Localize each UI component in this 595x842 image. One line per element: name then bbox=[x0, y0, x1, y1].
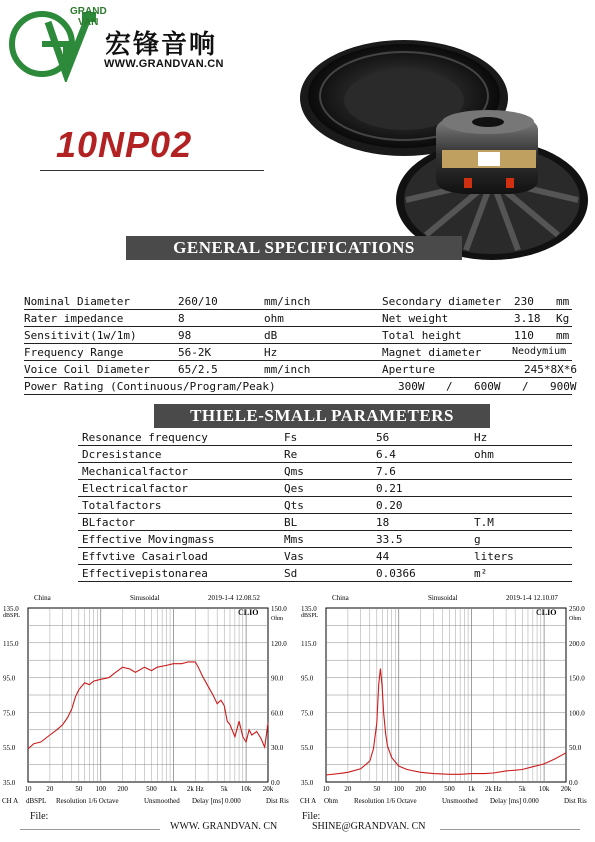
footer-unit-right: Dist Ris bbox=[564, 797, 587, 805]
thiele-small-table bbox=[78, 429, 572, 582]
param-value: 18 bbox=[376, 516, 390, 529]
table-row bbox=[24, 361, 577, 378]
footer-email: SHINE@GRANDVAN. CN bbox=[312, 821, 426, 832]
y-tick-label-left: 115.0 bbox=[301, 639, 317, 648]
y-tick-label-left: 35.0 bbox=[301, 779, 314, 787]
spec-label: Frequency Range bbox=[24, 346, 124, 359]
x-tick-label: 2k Hz bbox=[186, 785, 204, 793]
x-tick-label: 20k bbox=[560, 785, 572, 793]
chart-header-left: China bbox=[34, 594, 51, 602]
y-tick-label-left: 115.0 bbox=[3, 639, 19, 648]
y-tick-label-left: 75.0 bbox=[3, 709, 16, 718]
y-tick-label-left: 55.0 bbox=[301, 744, 314, 753]
param-symbol: Re bbox=[284, 448, 298, 461]
resolution-label: Resolution 1/6 Octave bbox=[56, 797, 119, 805]
smoothing-label: Unsmoothed bbox=[442, 797, 478, 805]
param-name: Mechanicalfactor bbox=[82, 465, 188, 478]
brand-wordmark bbox=[70, 6, 107, 28]
y-unit-left: dBSPL bbox=[3, 613, 21, 619]
chart-header-center: Sinusoidal bbox=[130, 594, 160, 602]
brand-chinese-name: 宏锋音响 bbox=[105, 30, 218, 60]
y-tick-label-right: 60.0 bbox=[271, 709, 284, 718]
x-tick-label: 1k bbox=[169, 785, 177, 793]
x-tick-label: 500 bbox=[444, 785, 455, 793]
power-program: 600W bbox=[474, 380, 501, 393]
table-row bbox=[78, 480, 572, 497]
x-tick-label: 20k bbox=[262, 785, 274, 793]
spec-label-2: Aperture bbox=[382, 363, 435, 376]
spec-label: Rater impedance bbox=[24, 312, 124, 325]
param-name: Totalfactors bbox=[82, 499, 162, 512]
x-tick-label: 5k bbox=[518, 785, 526, 793]
footer-divider bbox=[20, 829, 160, 830]
x-tick-label: 5k bbox=[220, 785, 228, 793]
y-tick-label-left: 135.0 bbox=[301, 605, 317, 613]
x-tick-label: 1k bbox=[467, 785, 475, 793]
y-tick-label-right: 200.0 bbox=[569, 639, 585, 648]
channel-label: CH A bbox=[2, 797, 19, 805]
channel-label: CH A bbox=[300, 797, 317, 805]
delay-label: Delay [ms] 0.000 bbox=[490, 797, 539, 805]
param-symbol: Mms bbox=[284, 533, 304, 546]
spec-unit: Hz bbox=[264, 346, 278, 359]
response-curve bbox=[28, 662, 268, 749]
general-specs-table bbox=[24, 293, 577, 395]
table-row bbox=[78, 531, 572, 548]
y-tick-label-left: 35.0 bbox=[3, 779, 16, 787]
spl-frequency-response-chart bbox=[2, 590, 298, 826]
file-label-left: File: bbox=[30, 811, 49, 822]
param-name: Effectivepistonarea bbox=[82, 567, 208, 580]
thiele-small-heading: THIELE-SMALL PARAMETERS bbox=[154, 404, 490, 428]
spec-label: Sensitivit(1w/1m) bbox=[24, 329, 137, 342]
brand-line-2: VAN bbox=[78, 17, 99, 28]
power-rating-row bbox=[24, 378, 577, 395]
spec-value-2: Neodymium bbox=[512, 346, 567, 357]
clio-badge: CLIO bbox=[536, 608, 557, 617]
y-tick-label-right: 0.0 bbox=[569, 779, 578, 787]
chart-header-center: Sinusoidal bbox=[428, 594, 458, 602]
table-row bbox=[78, 463, 572, 480]
x-tick-label: 20 bbox=[344, 785, 352, 793]
table-row bbox=[78, 429, 572, 446]
y-tick-label-right: 250.0 bbox=[569, 605, 585, 613]
y-unit-left: dBSPL bbox=[301, 613, 319, 619]
power-peak: 900W bbox=[550, 380, 577, 393]
power-separator: / bbox=[522, 380, 529, 393]
param-unit: T.M bbox=[474, 516, 494, 529]
y-unit-right: Ohm bbox=[569, 616, 581, 622]
table-row bbox=[24, 293, 572, 310]
footer-unit-left: Ohm bbox=[324, 797, 338, 805]
spec-label-2: Total height bbox=[382, 329, 462, 342]
param-value: 56 bbox=[376, 431, 390, 444]
table-row bbox=[78, 446, 572, 463]
chart-header-right: 2019-1-4 12.08.52 bbox=[208, 594, 260, 602]
x-tick-label: 2k Hz bbox=[484, 785, 502, 793]
y-tick-label-right: 120.0 bbox=[271, 639, 287, 648]
x-tick-label: 10k bbox=[538, 785, 550, 793]
spec-unit: dB bbox=[264, 329, 278, 342]
spec-value-2: 245*8X*6 bbox=[524, 363, 577, 376]
clio-badge: CLIO bbox=[238, 608, 259, 617]
table-row bbox=[78, 565, 572, 582]
table-row bbox=[24, 310, 572, 327]
spec-label-2: Secondary diameter bbox=[382, 295, 502, 308]
param-symbol: Fs bbox=[284, 431, 298, 444]
param-value: 6.4 bbox=[376, 448, 396, 461]
y-unit-right: Ohm bbox=[271, 616, 283, 622]
y-tick-label-right: 50.0 bbox=[569, 744, 582, 753]
spec-value-2: 230 bbox=[514, 295, 534, 308]
param-value: 7.6 bbox=[376, 465, 396, 478]
spec-value: 56-2K bbox=[178, 346, 212, 359]
spec-label: Voice Coil Diameter bbox=[24, 363, 150, 376]
spec-value: 8 bbox=[178, 312, 185, 325]
param-unit: Hz bbox=[474, 431, 488, 444]
param-unit: m² bbox=[474, 567, 488, 580]
param-unit: ohm bbox=[474, 448, 494, 461]
y-tick-label-right: 150.0 bbox=[271, 605, 287, 613]
table-row bbox=[24, 327, 572, 344]
spec-value: 260/10 bbox=[178, 295, 218, 308]
spec-label-2: Net weight bbox=[382, 312, 449, 325]
param-unit: liters bbox=[474, 550, 514, 563]
x-tick-label: 200 bbox=[415, 785, 426, 793]
smoothing-label: Unsmoothed bbox=[144, 797, 180, 805]
x-tick-label: 200 bbox=[117, 785, 128, 793]
spec-value-2: 110 bbox=[514, 329, 534, 342]
spec-value-2: 3.18 bbox=[514, 312, 541, 325]
footer-unit-right: Dist Ris bbox=[266, 797, 289, 805]
spec-unit-2: Kg bbox=[556, 312, 570, 325]
x-tick-label: 50 bbox=[75, 785, 83, 793]
brand-line-1: GRAND bbox=[70, 6, 107, 17]
footer-unit-left: dBSPL bbox=[26, 797, 47, 805]
param-symbol: Sd bbox=[284, 567, 298, 580]
param-value: 33.5 bbox=[376, 533, 403, 546]
spec-unit-2: mm bbox=[556, 295, 570, 308]
resolution-label: Resolution 1/6 Octave bbox=[354, 797, 417, 805]
chart-header-right: 2019-1-4 12.10.07 bbox=[506, 594, 558, 602]
param-symbol: Qts bbox=[284, 499, 304, 512]
x-tick-label: 10k bbox=[240, 785, 252, 793]
param-value: 0.0366 bbox=[376, 567, 416, 580]
y-tick-label-left: 95.0 bbox=[3, 674, 16, 683]
power-separator: / bbox=[446, 380, 453, 393]
y-tick-label-left: 75.0 bbox=[301, 709, 314, 718]
model-number: 10NP02 bbox=[56, 124, 193, 165]
impedance-curve-chart bbox=[300, 590, 595, 826]
spec-unit: mm/inch bbox=[264, 295, 311, 308]
footer-website: WWW. GRANDVAN. CN bbox=[170, 821, 278, 832]
param-value: 44 bbox=[376, 550, 390, 563]
param-symbol: Qes bbox=[284, 482, 304, 495]
param-name: Electricalfactor bbox=[82, 482, 188, 495]
spec-value: 98 bbox=[178, 329, 192, 342]
spec-unit-2: mm bbox=[556, 329, 570, 342]
param-value: 0.20 bbox=[376, 499, 403, 512]
y-tick-label-left: 95.0 bbox=[301, 674, 314, 683]
footer-divider bbox=[440, 829, 580, 830]
model-underline bbox=[40, 170, 264, 171]
x-tick-label: 500 bbox=[146, 785, 157, 793]
param-name: Dcresistance bbox=[82, 448, 162, 461]
param-name: Effective Movingmass bbox=[82, 533, 215, 546]
x-tick-label: 100 bbox=[393, 785, 404, 793]
param-value: 0.21 bbox=[376, 482, 403, 495]
spec-label: Nominal Diameter bbox=[24, 295, 130, 308]
x-tick-label: 20 bbox=[46, 785, 54, 793]
param-symbol: BL bbox=[284, 516, 298, 529]
param-symbol: Qms bbox=[284, 465, 304, 478]
general-specifications-heading: GENERAL SPECIFICATIONS bbox=[126, 236, 462, 260]
power-continuous: 300W bbox=[398, 380, 425, 393]
y-tick-label-right: 0.0 bbox=[271, 779, 280, 787]
param-unit: g bbox=[474, 533, 481, 546]
param-name: BLfactor bbox=[82, 516, 135, 529]
y-tick-label-right: 150.0 bbox=[569, 674, 585, 683]
y-tick-label-right: 100.0 bbox=[569, 709, 585, 718]
param-symbol: Vas bbox=[284, 550, 304, 563]
chart-header-left: China bbox=[332, 594, 349, 602]
x-tick-label: 10 bbox=[24, 785, 32, 793]
spec-unit: mm/inch bbox=[264, 363, 311, 376]
speaker-image bbox=[296, 30, 594, 268]
response-curve bbox=[326, 669, 566, 775]
power-rating-label: Power Rating (Continuous/Program/Peak) bbox=[24, 380, 276, 393]
file-label-right: File: bbox=[302, 811, 321, 822]
table-row bbox=[24, 344, 572, 361]
y-tick-label-left: 55.0 bbox=[3, 744, 16, 753]
param-name: Effvtive Casairload bbox=[82, 550, 208, 563]
param-name: Resonance frequency bbox=[82, 431, 208, 444]
table-row bbox=[78, 497, 572, 514]
y-tick-label-right: 90.0 bbox=[271, 674, 284, 683]
spec-label-2: Magnet diameter bbox=[382, 346, 482, 359]
x-tick-label: 100 bbox=[95, 785, 106, 793]
table-row bbox=[78, 514, 572, 531]
y-tick-label-left: 135.0 bbox=[3, 605, 19, 613]
table-row bbox=[78, 548, 572, 565]
spec-unit: ohm bbox=[264, 312, 284, 325]
delay-label: Delay [ms] 0.000 bbox=[192, 797, 241, 805]
x-tick-label: 10 bbox=[322, 785, 330, 793]
spec-value: 65/2.5 bbox=[178, 363, 218, 376]
brand-url: WWW.GRANDVAN.CN bbox=[104, 58, 224, 70]
x-tick-label: 50 bbox=[373, 785, 381, 793]
y-tick-label-right: 30.0 bbox=[271, 744, 284, 753]
